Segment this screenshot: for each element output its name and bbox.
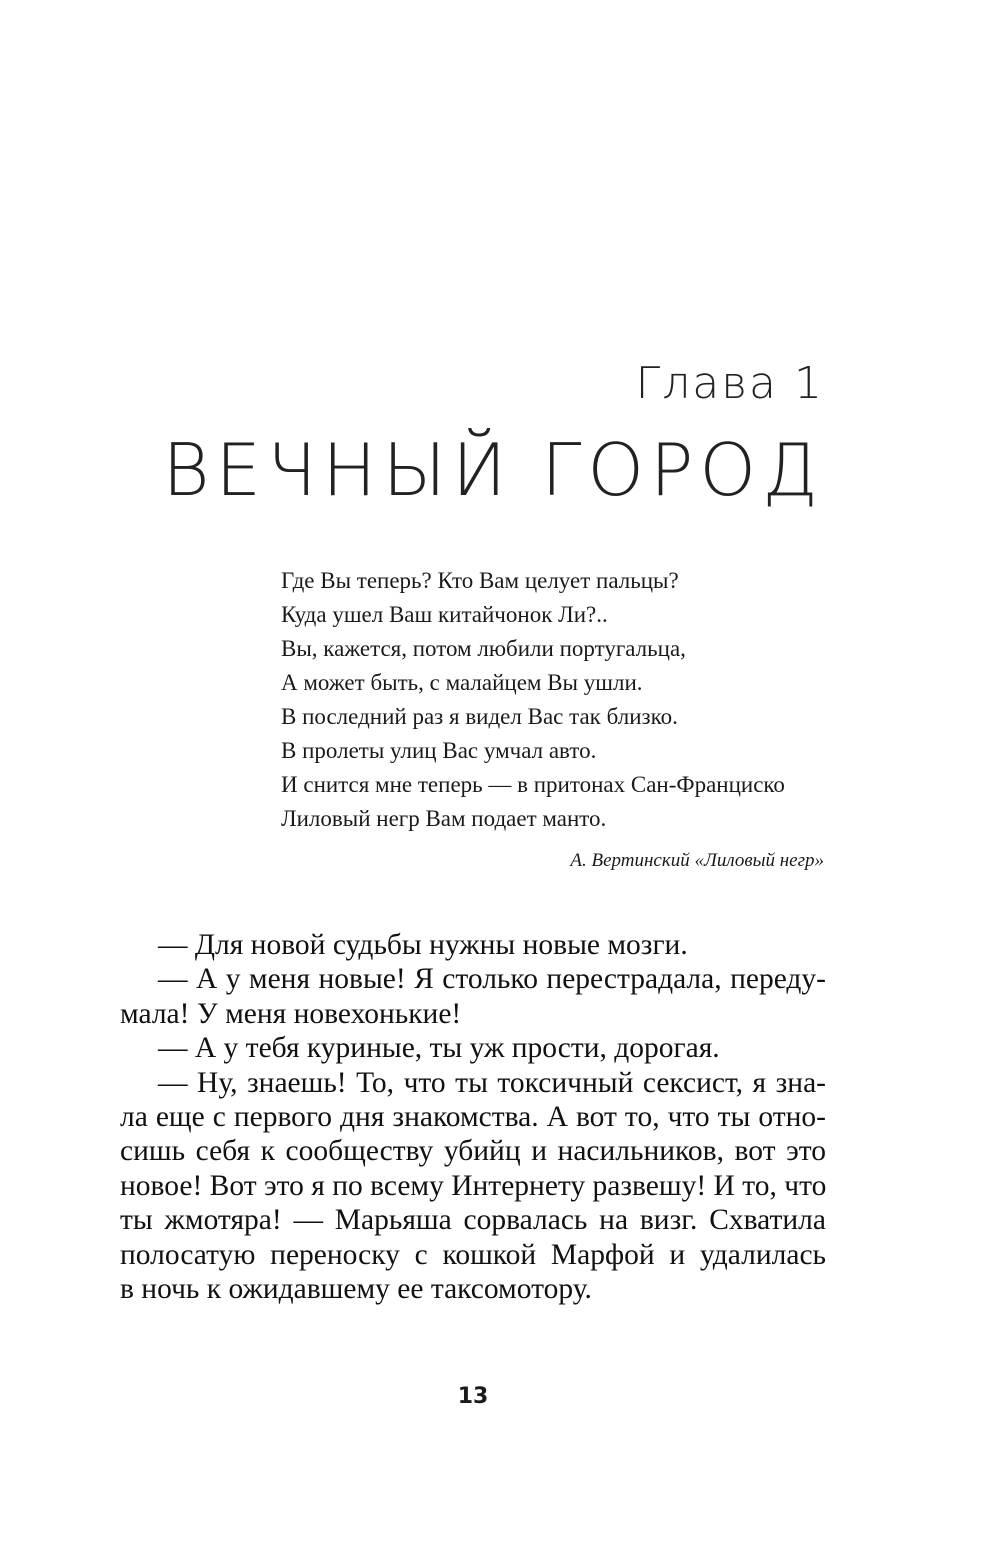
epigraph-line: Где Вы теперь? Кто Вам целует пальцы? xyxy=(281,568,679,593)
epigraph-line: Лиловый негр Вам подает манто. xyxy=(281,806,607,831)
body-line: ла еще с первого дня знакомства. А вот то, что ты отно- xyxy=(120,1101,826,1134)
chapter-title: ВЕЧНЫЙ ГОРОД xyxy=(162,428,824,512)
body-line: полосатую переноску с кошкой Марфой и удалилась xyxy=(120,1238,826,1271)
epigraph-line: В пролеты улиц Вас умчал авто. xyxy=(281,738,597,763)
body-line: сишь себя к сообществу убийц и насильников, вот это xyxy=(120,1135,826,1168)
body-line: в ночь к ожидавшему ее таксомотору. xyxy=(120,1273,592,1306)
epigraph-line: В последний раз я видел Вас так близко. xyxy=(281,704,678,729)
epigraph xyxy=(281,564,841,836)
body-line: новое! Вот это я по всему Интернету развешу! И то, что xyxy=(120,1169,827,1202)
page-number: 13 xyxy=(457,1384,489,1409)
epigraph-line: Куда ушел Ваш китайчонок Ли?.. xyxy=(281,602,608,627)
body-line: — Для новой судьбы нужны новые мозги. xyxy=(158,929,688,961)
body-line: ты жмотяра! — Марьяша сорвалась на визг. Схватила xyxy=(120,1204,826,1237)
body-text xyxy=(120,928,826,1306)
body-line: — А у меня новые! Я столько перестрадала, переду- xyxy=(158,963,826,996)
chapter-label: Глава 1 xyxy=(635,358,824,409)
body-line: — Ну, знаешь! То, что ты токсичный сексист, я зна- xyxy=(158,1066,826,1099)
epigraph-line: И снится мне теперь — в притонах Сан-Франциско xyxy=(281,772,785,797)
body-line: — А у тебя куриные, ты уж прости, дорогая. xyxy=(158,1032,720,1065)
epigraph-attribution: А. Вертинский «Лиловый негр» xyxy=(570,850,824,871)
epigraph-line: А может быть, с малайцем Вы ушли. xyxy=(281,670,643,695)
body-line: мала! У меня новехонькие! xyxy=(120,997,462,1030)
epigraph-line: Вы, кажется, потом любили португальца, xyxy=(281,636,686,661)
